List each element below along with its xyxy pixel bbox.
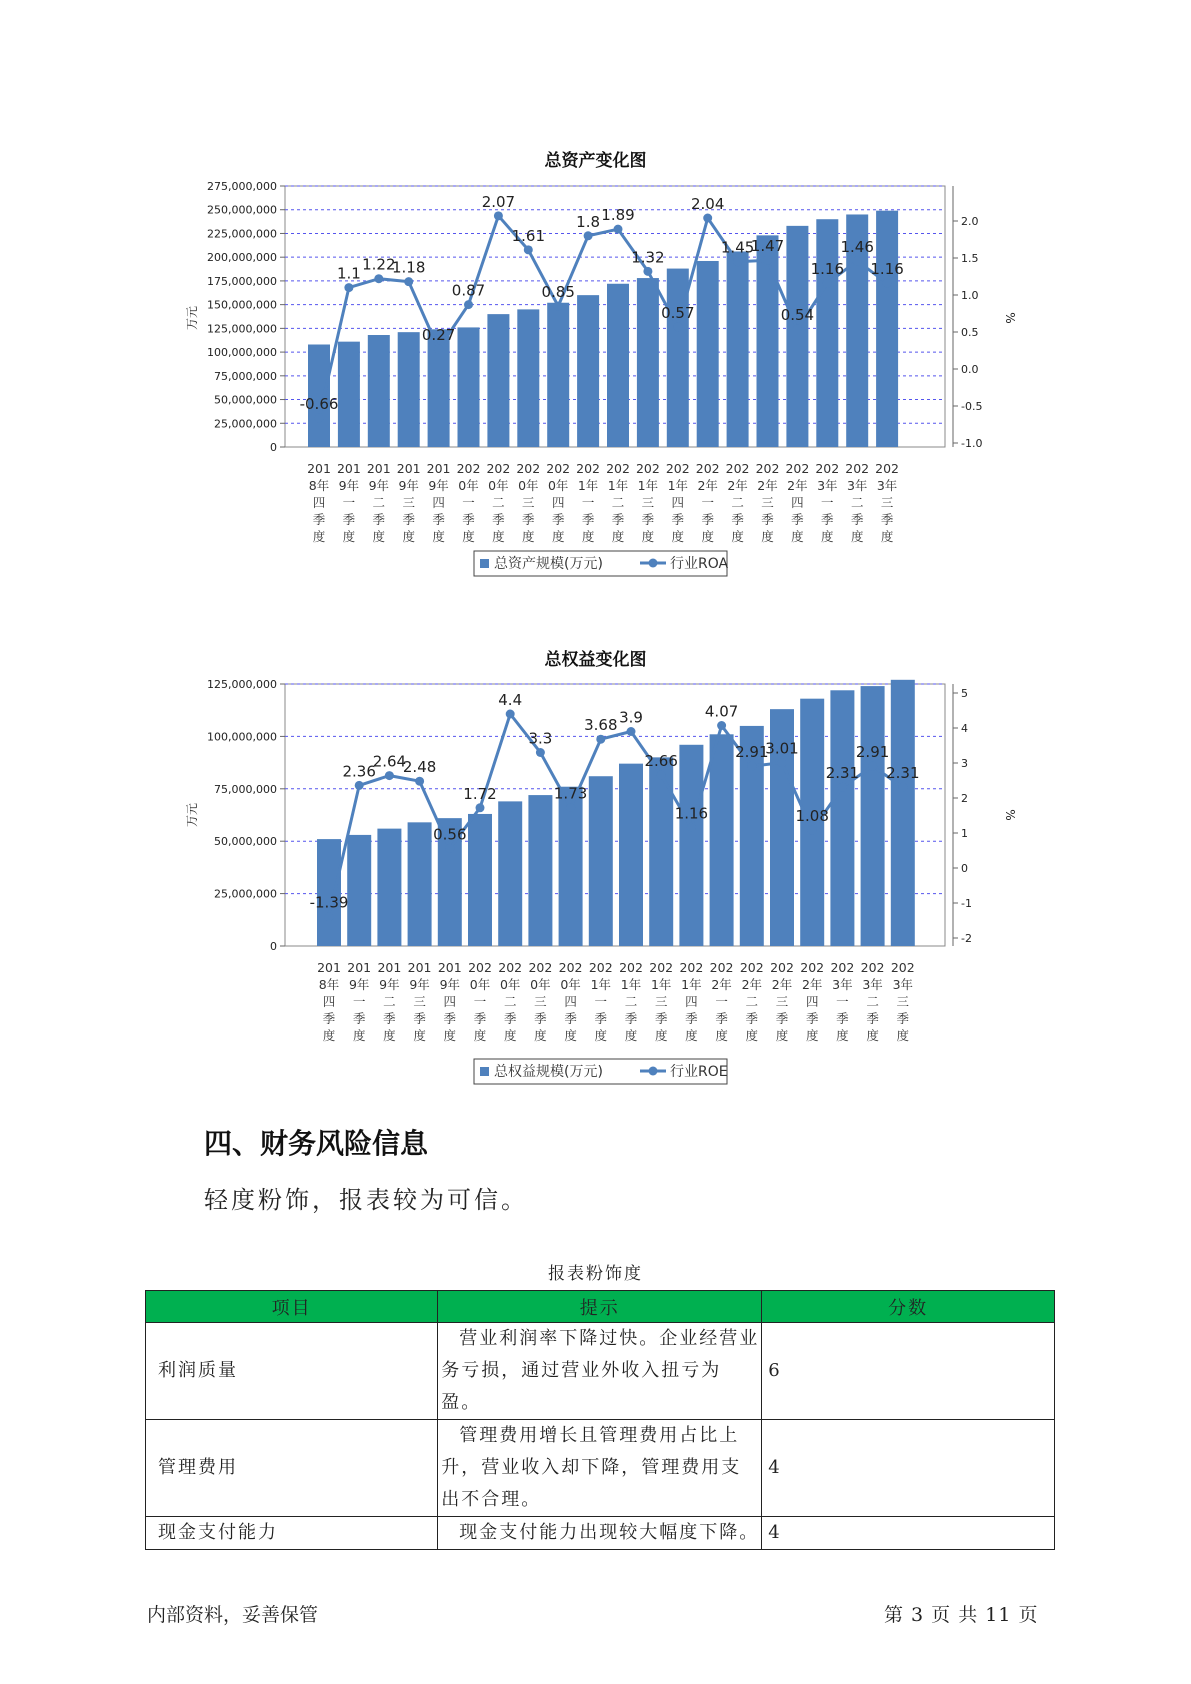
data-label: 2.31 <box>825 764 860 783</box>
y2-tick-label: -1.0 <box>961 437 983 450</box>
y2-tick-label: 0 <box>961 862 968 875</box>
y-tick-label: 75,000,000 <box>214 369 277 383</box>
data-label: 1.18 <box>391 258 426 277</box>
line-point <box>476 803 485 812</box>
x-tick-label: 201 8年四季度 <box>317 960 341 1043</box>
risk-table <box>145 1290 1055 1550</box>
data-label: 2.31 <box>886 764 920 783</box>
y2-tick-label: 1.0 <box>961 289 979 302</box>
x-tick-label: 202 0年一季度 <box>468 960 492 1043</box>
x-tick-label: 202 0年四季度 <box>558 960 583 1043</box>
x-tick-label: 202 0年一季度 <box>456 461 481 544</box>
y-tick-label: 150,000,000 <box>207 298 277 312</box>
bar <box>861 686 885 946</box>
y2-tick-label: 2.0 <box>961 215 979 228</box>
bar <box>317 839 341 946</box>
line-point <box>868 762 877 771</box>
y2-tick-label: 0.0 <box>961 363 979 376</box>
y-tick-label: 200,000,000 <box>207 251 277 265</box>
bar <box>649 757 673 946</box>
y-tick-label: 175,000,000 <box>207 274 277 288</box>
data-label: 0.57 <box>661 303 695 322</box>
data-label: 1.72 <box>463 784 497 803</box>
data-label: 3.3 <box>528 729 553 748</box>
data-label: 1.32 <box>631 248 665 267</box>
y2-tick-label: 4 <box>961 722 968 735</box>
x-tick-label: 201 9年二季度 <box>377 960 402 1043</box>
row-hint: 现金支付能力出现较大幅度下降。 <box>438 1517 762 1550</box>
line-point <box>898 783 907 792</box>
table-caption: 报表粉饰度 <box>548 1264 643 1284</box>
legend-line-label: 行业ROE <box>670 1064 728 1080</box>
data-label: 0.56 <box>433 825 467 844</box>
chart-title: 总资产变化图 <box>544 151 647 171</box>
y-tick-label: 50,000,000 <box>214 835 277 849</box>
bar <box>679 745 703 946</box>
y-tick-label: 75,000,000 <box>214 782 277 796</box>
row-hint: 管理费用增长且管理费用占比上升，营业收入却下降，管理费用支出不合理。 <box>438 1420 762 1517</box>
line-point <box>566 803 575 812</box>
bar <box>710 734 734 946</box>
line-point <box>717 721 726 730</box>
bar <box>619 764 643 946</box>
x-tick-label: 202 1年二季度 <box>606 461 630 544</box>
data-label: 1.61 <box>511 226 546 245</box>
bar <box>498 801 522 946</box>
table-row <box>146 1420 1055 1517</box>
bar <box>830 690 854 946</box>
x-tick-label: 202 2年三季度 <box>755 461 780 544</box>
data-label: -1.39 <box>309 893 349 912</box>
y-tick-label: 125,000,000 <box>207 322 277 336</box>
data-label: 2.48 <box>402 758 437 777</box>
x-tick-label: 202 3年三季度 <box>875 461 900 544</box>
bar <box>891 680 915 946</box>
legend-bar-label: 总权益规模(万元) <box>494 1064 603 1080</box>
y-axis-title: 万元 <box>185 305 199 331</box>
x-tick-label: 201 8年四季度 <box>307 461 331 544</box>
risk-summary: 轻度粉饰，报表较为可信。 <box>204 1186 528 1214</box>
y-tick-label: 100,000,000 <box>207 346 277 360</box>
legend-bar-label: 总资产规模(万元) <box>494 556 603 572</box>
data-label: 3.01 <box>765 739 799 758</box>
x-tick-label: 202 3年二季度 <box>845 461 870 544</box>
x-tick-label: 202 1年一季度 <box>588 960 613 1043</box>
data-label: 4.07 <box>704 702 739 721</box>
row-score: 4 <box>762 1420 1055 1517</box>
line-point <box>355 781 364 790</box>
y-axis-title: 万元 <box>185 802 199 828</box>
line-point <box>506 710 515 719</box>
x-tick-label: 202 3年一季度 <box>830 960 855 1043</box>
line-point <box>627 727 636 736</box>
table-row <box>146 1517 1055 1550</box>
line-point <box>385 771 394 780</box>
x-tick-label: 202 0年二季度 <box>498 960 523 1043</box>
data-label: 0.85 <box>541 283 575 302</box>
line-point <box>838 783 847 792</box>
data-label: 0.54 <box>780 306 815 325</box>
data-label: 2.66 <box>644 751 678 770</box>
x-tick-label: 202 3年二季度 <box>860 960 885 1043</box>
data-label: 1.1 <box>336 264 361 283</box>
x-tick-label: 202 1年二季度 <box>619 960 643 1043</box>
data-label: 1.47 <box>750 237 785 256</box>
y2-axis-title: % <box>1003 312 1017 324</box>
x-tick-label: 202 1年三季度 <box>649 960 674 1043</box>
y2-tick-label: 0.5 <box>961 326 979 339</box>
legend-line-marker <box>649 1067 658 1076</box>
data-label: 1.89 <box>601 206 635 225</box>
row-item: 管理费用 <box>146 1420 438 1517</box>
header-item: 项目 <box>146 1291 438 1323</box>
line-point <box>687 823 696 832</box>
data-label: 0.87 <box>451 281 486 300</box>
x-tick-label: 202 1年四季度 <box>679 960 704 1043</box>
data-label: -0.66 <box>299 394 339 413</box>
x-tick-label: 202 1年三季度 <box>635 461 660 544</box>
data-label: 2.91 <box>735 743 769 762</box>
bar <box>468 814 492 946</box>
x-tick-label: 202 3年一季度 <box>815 461 840 544</box>
x-tick-label: 201 9年二季度 <box>366 461 391 544</box>
data-label: 2.64 <box>372 752 407 771</box>
row-item: 利润质量 <box>146 1323 438 1420</box>
data-label: 1.16 <box>810 260 845 279</box>
data-label: 1.8 <box>576 212 601 231</box>
data-label: 0.27 <box>421 326 456 345</box>
legend-line-label: 行业ROA <box>670 556 729 572</box>
data-label: 1.16 <box>674 804 709 823</box>
x-tick-label: 202 2年二季度 <box>725 461 750 544</box>
bar <box>589 776 613 946</box>
line-point <box>415 777 424 786</box>
data-label: 2.91 <box>855 743 890 762</box>
x-tick-label: 202 2年四季度 <box>800 960 825 1043</box>
y-tick-label: 0 <box>270 940 277 953</box>
data-label: 3.68 <box>584 716 618 735</box>
line-point <box>747 762 756 771</box>
data-label: 3.9 <box>619 708 643 727</box>
legend-bar-swatch <box>480 1067 489 1076</box>
x-tick-label: 202 3年三季度 <box>890 960 915 1043</box>
x-tick-label: 202 1年四季度 <box>665 461 690 544</box>
line-point <box>657 770 666 779</box>
y-tick-label: 100,000,000 <box>207 730 277 744</box>
x-tick-label: 202 2年一季度 <box>695 461 720 544</box>
row-score: 6 <box>762 1323 1055 1420</box>
data-label: 1.73 <box>553 784 588 803</box>
data-label: 4.4 <box>498 691 523 709</box>
line-point <box>596 735 605 744</box>
row-score: 4 <box>762 1517 1055 1550</box>
footer-page-number: 第 3 页 共 11 页 <box>884 1604 1039 1626</box>
table-header-row <box>146 1291 1055 1323</box>
data-label: 2.07 <box>481 192 516 211</box>
y2-axis-title: % <box>1003 809 1017 821</box>
bar <box>408 822 432 946</box>
x-tick-label: 202 1年一季度 <box>576 461 601 544</box>
x-tick-label: 202 2年四季度 <box>785 461 810 544</box>
y-tick-label: 0 <box>270 441 277 454</box>
data-label: 1.45 <box>720 238 755 257</box>
header-score: 分数 <box>762 1291 1055 1323</box>
x-tick-label: 201 9年一季度 <box>347 960 372 1043</box>
line-point <box>325 912 334 921</box>
y-tick-label: 25,000,000 <box>214 887 277 901</box>
y2-tick-label: -1 <box>961 897 972 910</box>
chart-title: 总权益变化图 <box>544 650 647 670</box>
y-tick-label: 225,000,000 <box>207 227 277 241</box>
data-label: 1.22 <box>362 255 396 274</box>
y-tick-label: 250,000,000 <box>207 203 277 217</box>
section-heading: 四、财务风险信息 <box>204 1127 429 1160</box>
x-tick-label: 202 0年三季度 <box>528 960 553 1043</box>
x-tick-label: 202 0年四季度 <box>546 461 571 544</box>
y2-tick-label: 5 <box>961 687 968 700</box>
line-point <box>808 826 817 835</box>
data-label: 1.46 <box>840 237 874 256</box>
x-tick-label: 202 2年一季度 <box>709 960 734 1043</box>
y2-tick-label: 1 <box>961 827 968 840</box>
line-point <box>778 758 787 767</box>
table-row <box>146 1323 1055 1420</box>
data-label: 1.16 <box>870 260 904 279</box>
x-tick-label: 201 9年三季度 <box>396 461 421 544</box>
y2-tick-label: 3 <box>961 757 968 770</box>
row-item: 现金支付能力 <box>146 1517 438 1550</box>
header-hint: 提示 <box>438 1291 762 1323</box>
data-label: 2.36 <box>342 762 376 781</box>
bar <box>347 835 371 946</box>
row-hint: 营业利润率下降过快。企业经营业务亏损，通过营业外收入扭亏为盈。 <box>438 1323 762 1420</box>
x-tick-label: 201 9年四季度 <box>426 461 451 544</box>
y-tick-label: 125,000,000 <box>207 678 277 691</box>
x-tick-label: 201 9年三季度 <box>407 960 432 1043</box>
data-label: 1.08 <box>795 807 829 826</box>
footer-confidential: 内部资料，妥善保管 <box>147 1604 319 1626</box>
y-tick-label: 25,000,000 <box>214 417 277 431</box>
x-tick-label: 201 9年四季度 <box>437 960 462 1043</box>
line-point <box>536 748 545 757</box>
x-tick-label: 201 9年一季度 <box>336 461 361 544</box>
line-point <box>445 844 454 853</box>
y2-tick-label: 1.5 <box>961 252 979 265</box>
y2-tick-label: 2 <box>961 792 968 805</box>
data-label: 2.04 <box>690 195 725 214</box>
x-tick-label: 202 2年二季度 <box>739 960 764 1043</box>
bar <box>377 829 401 946</box>
x-tick-label: 202 0年三季度 <box>516 461 541 544</box>
x-tick-label: 202 2年三季度 <box>770 960 794 1043</box>
y2-tick-label: -0.5 <box>961 400 983 413</box>
y-tick-label: 50,000,000 <box>214 393 277 407</box>
y-tick-label: 275,000,000 <box>207 180 277 193</box>
x-tick-label: 202 0年二季度 <box>486 461 511 544</box>
y2-tick-label: -2 <box>961 932 972 945</box>
bar <box>528 795 552 946</box>
